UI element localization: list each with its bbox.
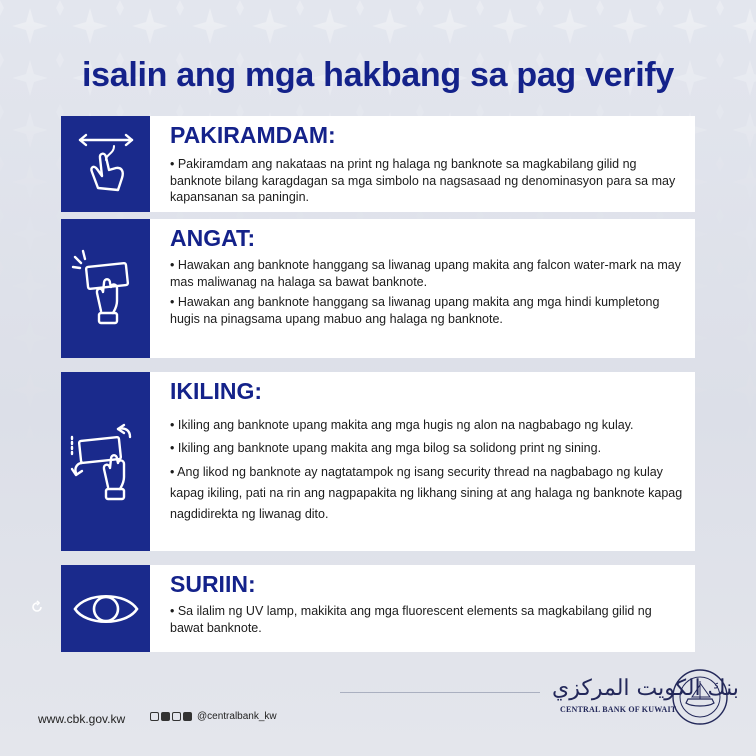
bank-seal-logo <box>670 667 730 727</box>
card-item: • Hawakan ang banknote hanggang sa liwanag upang makita ang mga hindi kumpletong hugis na pinagsama upang mabuo ang halaga ng banknote. <box>170 295 660 326</box>
card-body <box>170 156 683 210</box>
card-icon-box <box>61 219 150 358</box>
card-body <box>170 603 683 640</box>
card-item: • Sa ilalim ng UV lamp, makikita ang mga fluorescent elements sa magkabilang gilid ng bawat banknote. <box>170 604 652 635</box>
card-feel <box>61 116 695 212</box>
card-item: • Hawakan ang banknote hanggang sa liwanag upang makita ang falcon water-mark na may mas maliwanag na halaga sa bawat banknote. <box>170 258 681 289</box>
card-item: • Pakiramdam ang nakataas na print ng halaga ng banknote sa magkabilang gilid ng banknote bilang karagdagan sa mga simbolo na nagsasaad ng denominasyon para sa may kapansanan sa paningin. <box>170 157 676 204</box>
card-lift <box>61 219 695 358</box>
card-inspect <box>61 565 695 652</box>
page-title: isalin ang mga hakbang sa pag verify <box>82 56 674 94</box>
eye-icon <box>72 587 140 631</box>
card-item: • Ikiling ang banknote upang makita ang mga bilog sa solidong print ng sining. <box>170 440 602 455</box>
card-tilt <box>61 372 695 551</box>
social-handle: @centralbank_kw <box>197 711 277 722</box>
x-icon[interactable] <box>172 712 181 721</box>
tilt-banknote-icon <box>70 417 142 507</box>
card-body <box>170 257 683 331</box>
website-link[interactable]: www.cbk.gov.kw <box>38 712 126 726</box>
card-icon-box <box>61 372 150 551</box>
youtube-icon[interactable] <box>183 712 192 721</box>
logo-english-text: CENTRAL BANK OF KUWAIT <box>560 705 677 714</box>
logo-arabic-text: بنك الكويت المركزي <box>552 676 739 701</box>
facebook-icon[interactable] <box>161 712 170 721</box>
card-icon-box <box>61 116 150 212</box>
social-links <box>150 711 277 722</box>
touch-swipe-icon <box>76 132 136 196</box>
card-body <box>170 417 683 531</box>
hold-to-light-icon <box>71 249 141 329</box>
footer-divider <box>340 692 540 693</box>
card-item: • Ikiling ang banknote upang makita ang mga hugis ng alon na nagbabago ng kulay. <box>170 418 634 432</box>
card-heading: PAKIRAMDAM: <box>170 122 336 148</box>
refresh-icon <box>30 600 44 614</box>
card-item: • Ang likod ng banknote ay nagtatampok ng isang security thread na nagbabago ng kulay kapag ikiling, pati na rin ang nagpapakita ng likhang sining at ang halaga ng banknote kapag nagdidirekta ng liwanag dito. <box>170 465 683 521</box>
instagram-icon[interactable] <box>150 712 159 721</box>
card-heading: SURIIN: <box>170 571 256 597</box>
card-heading: ANGAT: <box>170 225 256 251</box>
card-icon-box <box>61 565 150 652</box>
card-heading: IKILING: <box>170 378 262 404</box>
